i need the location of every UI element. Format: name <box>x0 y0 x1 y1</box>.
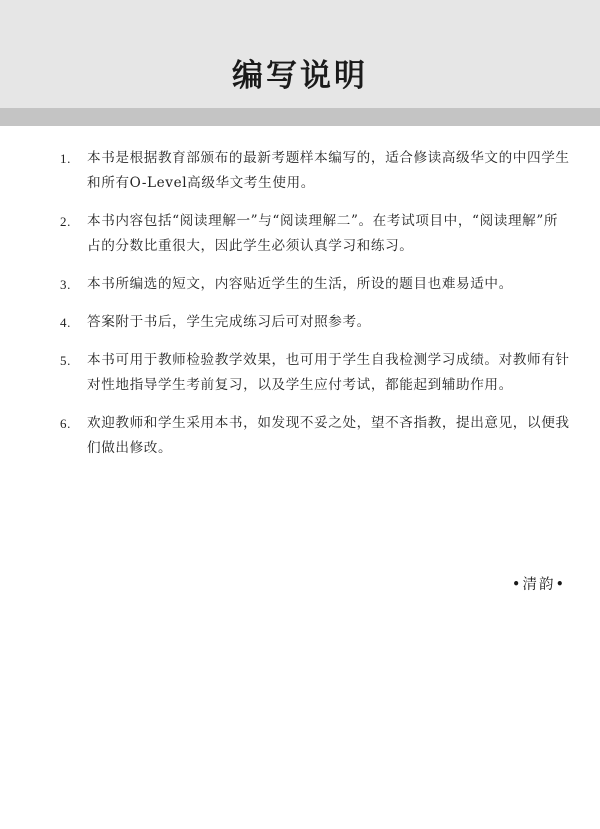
note-text: 本书所编选的短文，内容贴近学生的生活，所设的题目也难易适中。 <box>87 276 513 292</box>
note-text: 答案附于书后，学生完成练习后可对照参考。 <box>87 314 371 330</box>
note-number: 4. <box>60 315 71 330</box>
note-item-2 <box>60 209 570 259</box>
note-item-3 <box>60 272 570 297</box>
note-item-1 <box>60 146 570 196</box>
note-number: 2. <box>60 214 71 229</box>
note-number: 3. <box>60 277 71 292</box>
note-number: 5. <box>60 353 71 368</box>
author-signature: •清韵• <box>511 577 566 593</box>
page-title: 编写说明 <box>232 58 368 94</box>
note-number: 1. <box>60 151 71 166</box>
note-item-4 <box>60 310 570 335</box>
note-number: 6. <box>60 416 71 431</box>
note-text: 欢迎教师和学生采用本书，如发现不妥之处，望不吝指教，提出意见，以便我们做出修改。 <box>87 415 570 456</box>
note-text: 本书是根据教育部颁布的最新考题样本编写的，适合修读高级华文的中四学生和所有O-Level高级华文考生使用。 <box>87 150 570 191</box>
header-divider-stripe <box>0 108 600 126</box>
note-item-6 <box>60 411 570 461</box>
note-text: 本书可用于教师检验教学效果，也可用于学生自我检测学习成绩。对教师有针对性地指导学生考前复习，以及学生应付考试，都能起到辅助作用。 <box>87 352 570 393</box>
note-item-5 <box>60 348 570 398</box>
note-text: 本书内容包括“阅读理解一”与“阅读理解二”。在考试项目中，“阅读理解”所占的分数比重很大，因此学生必须认真学习和练习。 <box>87 213 559 254</box>
notes-list <box>60 146 570 474</box>
